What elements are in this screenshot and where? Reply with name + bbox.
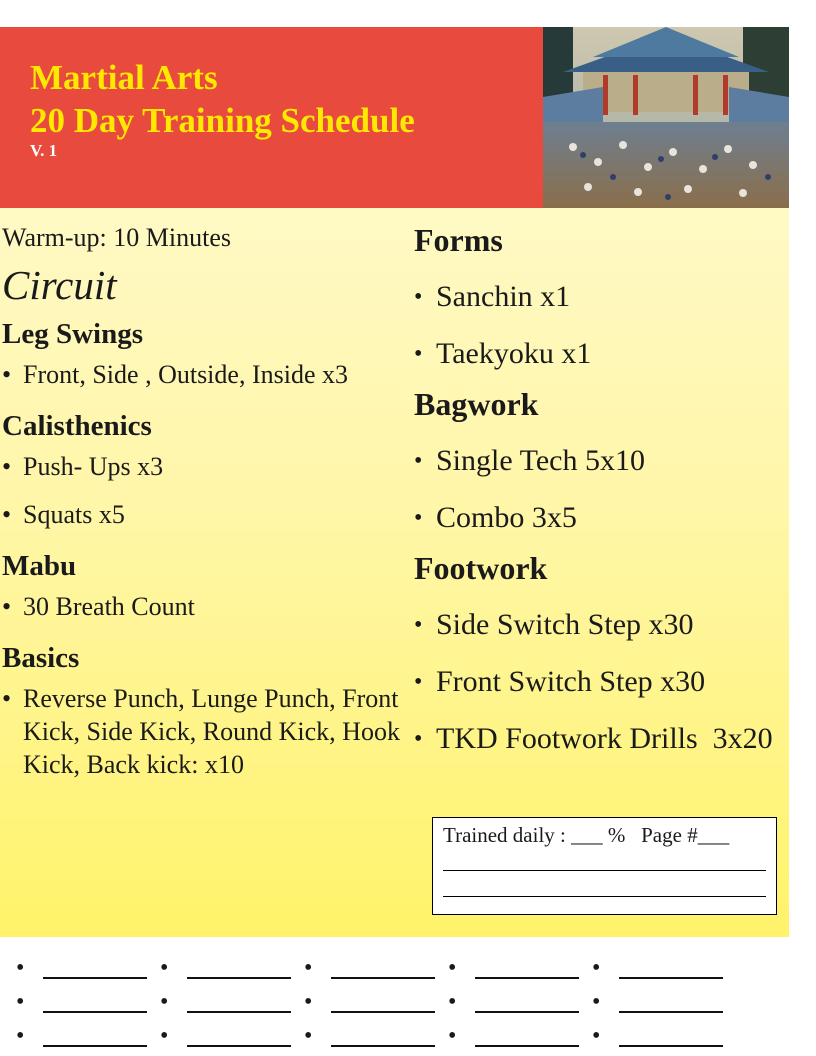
- blank-line[interactable]: [475, 1011, 579, 1013]
- blank-line[interactable]: [43, 1045, 147, 1047]
- blank-entry[interactable]: [592, 987, 722, 1021]
- left-column: [2, 220, 402, 796]
- blank-entry[interactable]: [592, 953, 722, 987]
- blank-entry[interactable]: [448, 953, 578, 987]
- blank-entry[interactable]: [160, 953, 290, 987]
- section-mabu: [2, 546, 402, 623]
- blank-line[interactable]: [331, 1045, 435, 1047]
- section-bagwork: [414, 384, 814, 537]
- section-forms: [414, 220, 814, 373]
- section-heading: Calisthenics: [2, 410, 152, 442]
- list-item: • Side Switch Step x30: [414, 606, 814, 644]
- blank-entry[interactable]: [448, 987, 578, 1021]
- version-label: V. 1: [30, 141, 58, 160]
- section-heading: Mabu: [2, 550, 77, 582]
- warmup-text: Warm-up: 10 Minutes: [2, 223, 231, 252]
- blank-checklist: [16, 953, 796, 1055]
- blank-line[interactable]: [187, 977, 291, 979]
- blank-row: [16, 987, 796, 1021]
- list-item: • Combo 3x5: [414, 499, 814, 537]
- blank-entry[interactable]: [304, 987, 434, 1021]
- blank-entry[interactable]: [592, 1021, 722, 1055]
- circuit-heading: Circuit: [2, 262, 117, 308]
- bullet: •: [448, 1023, 457, 1049]
- section-footwork: [414, 548, 814, 758]
- blank-line[interactable]: [331, 1011, 435, 1013]
- bullet: •: [592, 989, 601, 1015]
- list-item: • Front Switch Step x30: [414, 663, 814, 701]
- blank-line[interactable]: [331, 977, 435, 979]
- list-item: • Squats x5: [2, 498, 402, 531]
- list-item: • Front, Side , Outside, Inside x3: [2, 358, 402, 391]
- blank-line[interactable]: [43, 1011, 147, 1013]
- bullet: •: [304, 989, 313, 1015]
- temple-painting-image: [543, 27, 789, 208]
- bullet: •: [16, 1023, 25, 1049]
- blank-line[interactable]: [619, 1045, 723, 1047]
- blank-entry[interactable]: [16, 1021, 146, 1055]
- section-heading: Forms: [414, 222, 503, 258]
- page-title: [30, 56, 415, 142]
- blank-entry[interactable]: [160, 987, 290, 1021]
- list-item: • TKD Footwork Drills 3x20: [414, 720, 814, 758]
- section-leg-swings: [2, 314, 402, 391]
- bullet: •: [304, 955, 313, 981]
- blank-entry[interactable]: [16, 953, 146, 987]
- blank-entry[interactable]: [304, 953, 434, 987]
- write-in-line[interactable]: [443, 870, 766, 871]
- section-basics: [2, 638, 402, 781]
- trained-daily-text: Trained daily : ___ % Page #___: [443, 823, 730, 847]
- section-heading: Leg Swings: [2, 318, 144, 350]
- blank-row: [16, 1021, 796, 1055]
- bullet: •: [16, 989, 25, 1015]
- bullet: •: [16, 955, 25, 981]
- write-in-line[interactable]: [443, 896, 766, 897]
- blank-line[interactable]: [187, 1011, 291, 1013]
- section-heading: Footwork: [414, 550, 548, 586]
- blank-line[interactable]: [187, 1045, 291, 1047]
- list-item: • Single Tech 5x10: [414, 442, 814, 480]
- blank-line[interactable]: [475, 1045, 579, 1047]
- right-column: [414, 220, 814, 777]
- section-heading: Basics: [2, 642, 80, 674]
- trained-daily-box[interactable]: [432, 817, 777, 915]
- bullet: •: [592, 955, 601, 981]
- blank-line[interactable]: [43, 977, 147, 979]
- blank-line[interactable]: [475, 977, 579, 979]
- blank-entry[interactable]: [448, 1021, 578, 1055]
- list-item: • Push- Ups x3: [2, 450, 402, 483]
- blank-line[interactable]: [619, 977, 723, 979]
- bullet: •: [592, 1023, 601, 1049]
- title-line-2: 20 Day Training Schedule: [30, 101, 415, 140]
- bullet: •: [160, 1023, 169, 1049]
- bullet: •: [448, 955, 457, 981]
- blank-line[interactable]: [619, 1011, 723, 1013]
- bullet: •: [448, 989, 457, 1015]
- bullet: •: [160, 989, 169, 1015]
- list-item: • 30 Breath Count: [2, 590, 402, 623]
- blank-entry[interactable]: [304, 1021, 434, 1055]
- section-calisthenics: [2, 406, 402, 531]
- list-item: • Reverse Punch, Lunge Punch, Front Kick, Side Kick, Round Kick, Hook Kick, Back kick: x10: [2, 682, 402, 781]
- blank-entry[interactable]: [16, 987, 146, 1021]
- list-item: • Taekyoku x1: [414, 335, 814, 373]
- section-heading: Bagwork: [414, 386, 539, 422]
- blank-entry[interactable]: [160, 1021, 290, 1055]
- bullet: •: [304, 1023, 313, 1049]
- title-line-1: Martial Arts: [30, 58, 218, 97]
- list-item: • Sanchin x1: [414, 278, 814, 316]
- blank-row: [16, 953, 796, 987]
- bullet: •: [160, 955, 169, 981]
